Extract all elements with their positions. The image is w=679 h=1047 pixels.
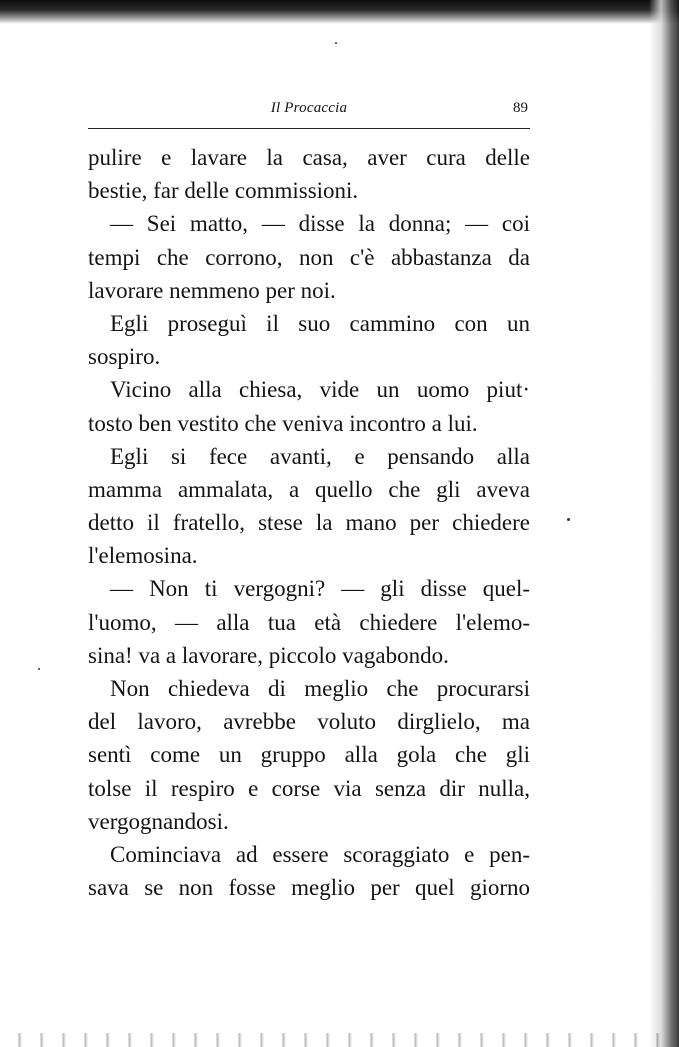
text-line: Cominciava ad essere scoraggiato e pen- [110, 841, 530, 867]
text-line: Egli proseguì il suo cammino con un [110, 310, 530, 336]
scan-edge-top [0, 0, 679, 24]
running-title: Il Procaccia [270, 100, 348, 116]
paper-speck [38, 668, 40, 670]
body-text [88, 141, 530, 904]
text-line: sospiro. [88, 344, 161, 370]
scan-edge-right [649, 0, 679, 1047]
text-line: sava se non fosse meglio per quel giorno [88, 875, 530, 901]
text-line: l'elemosina. [88, 543, 198, 569]
page-header [88, 98, 530, 122]
text-line: sina! va a lavorare, piccolo vagabondo. [88, 642, 449, 668]
paper-speck [335, 42, 337, 44]
text-line: — Sei matto, — disse la donna; — coi [110, 211, 530, 237]
text-line: l'uomo, — alla tua età chiedere l'elemo- [88, 609, 530, 635]
text-line: tempi che corrono, non c'è abbastanza da [88, 244, 530, 270]
text-line: — Non ti vergogni? — gli disse quel- [110, 576, 530, 602]
text-line: mamma ammalata, a quello che gli aveva [88, 476, 530, 502]
text-line: pulire e lavare la casa, aver cura delle [88, 145, 530, 170]
text-line: Vicino alla chiesa, vide un uomo piut· [110, 377, 530, 403]
text-line: Non chiedeva di meglio che procurarsi [110, 676, 530, 701]
paper-speck [567, 518, 570, 521]
page-number: 89 [513, 100, 528, 116]
scan-edge-bottom [0, 1033, 679, 1047]
text-line: detto il fratello, stese la mano per chiedere [88, 510, 530, 536]
text-line: tolse il respiro e corse via senza dir nulla, [88, 775, 530, 801]
text-line: vergognandosi. [88, 808, 229, 834]
text-line: Egli si fece avanti, e pensando alla [110, 443, 530, 469]
header-rule [88, 128, 530, 129]
text-line: sentì come un gruppo alla gola che gli [88, 742, 530, 768]
text-line: bestie, far delle commissioni. [88, 178, 359, 204]
text-line: lavorare nemmeno per noi. [88, 277, 336, 303]
text-line: tosto ben vestito che veniva incontro a lui. [88, 410, 478, 436]
text-line: del lavoro, avrebbe voluto dirglielo, ma [88, 709, 530, 735]
